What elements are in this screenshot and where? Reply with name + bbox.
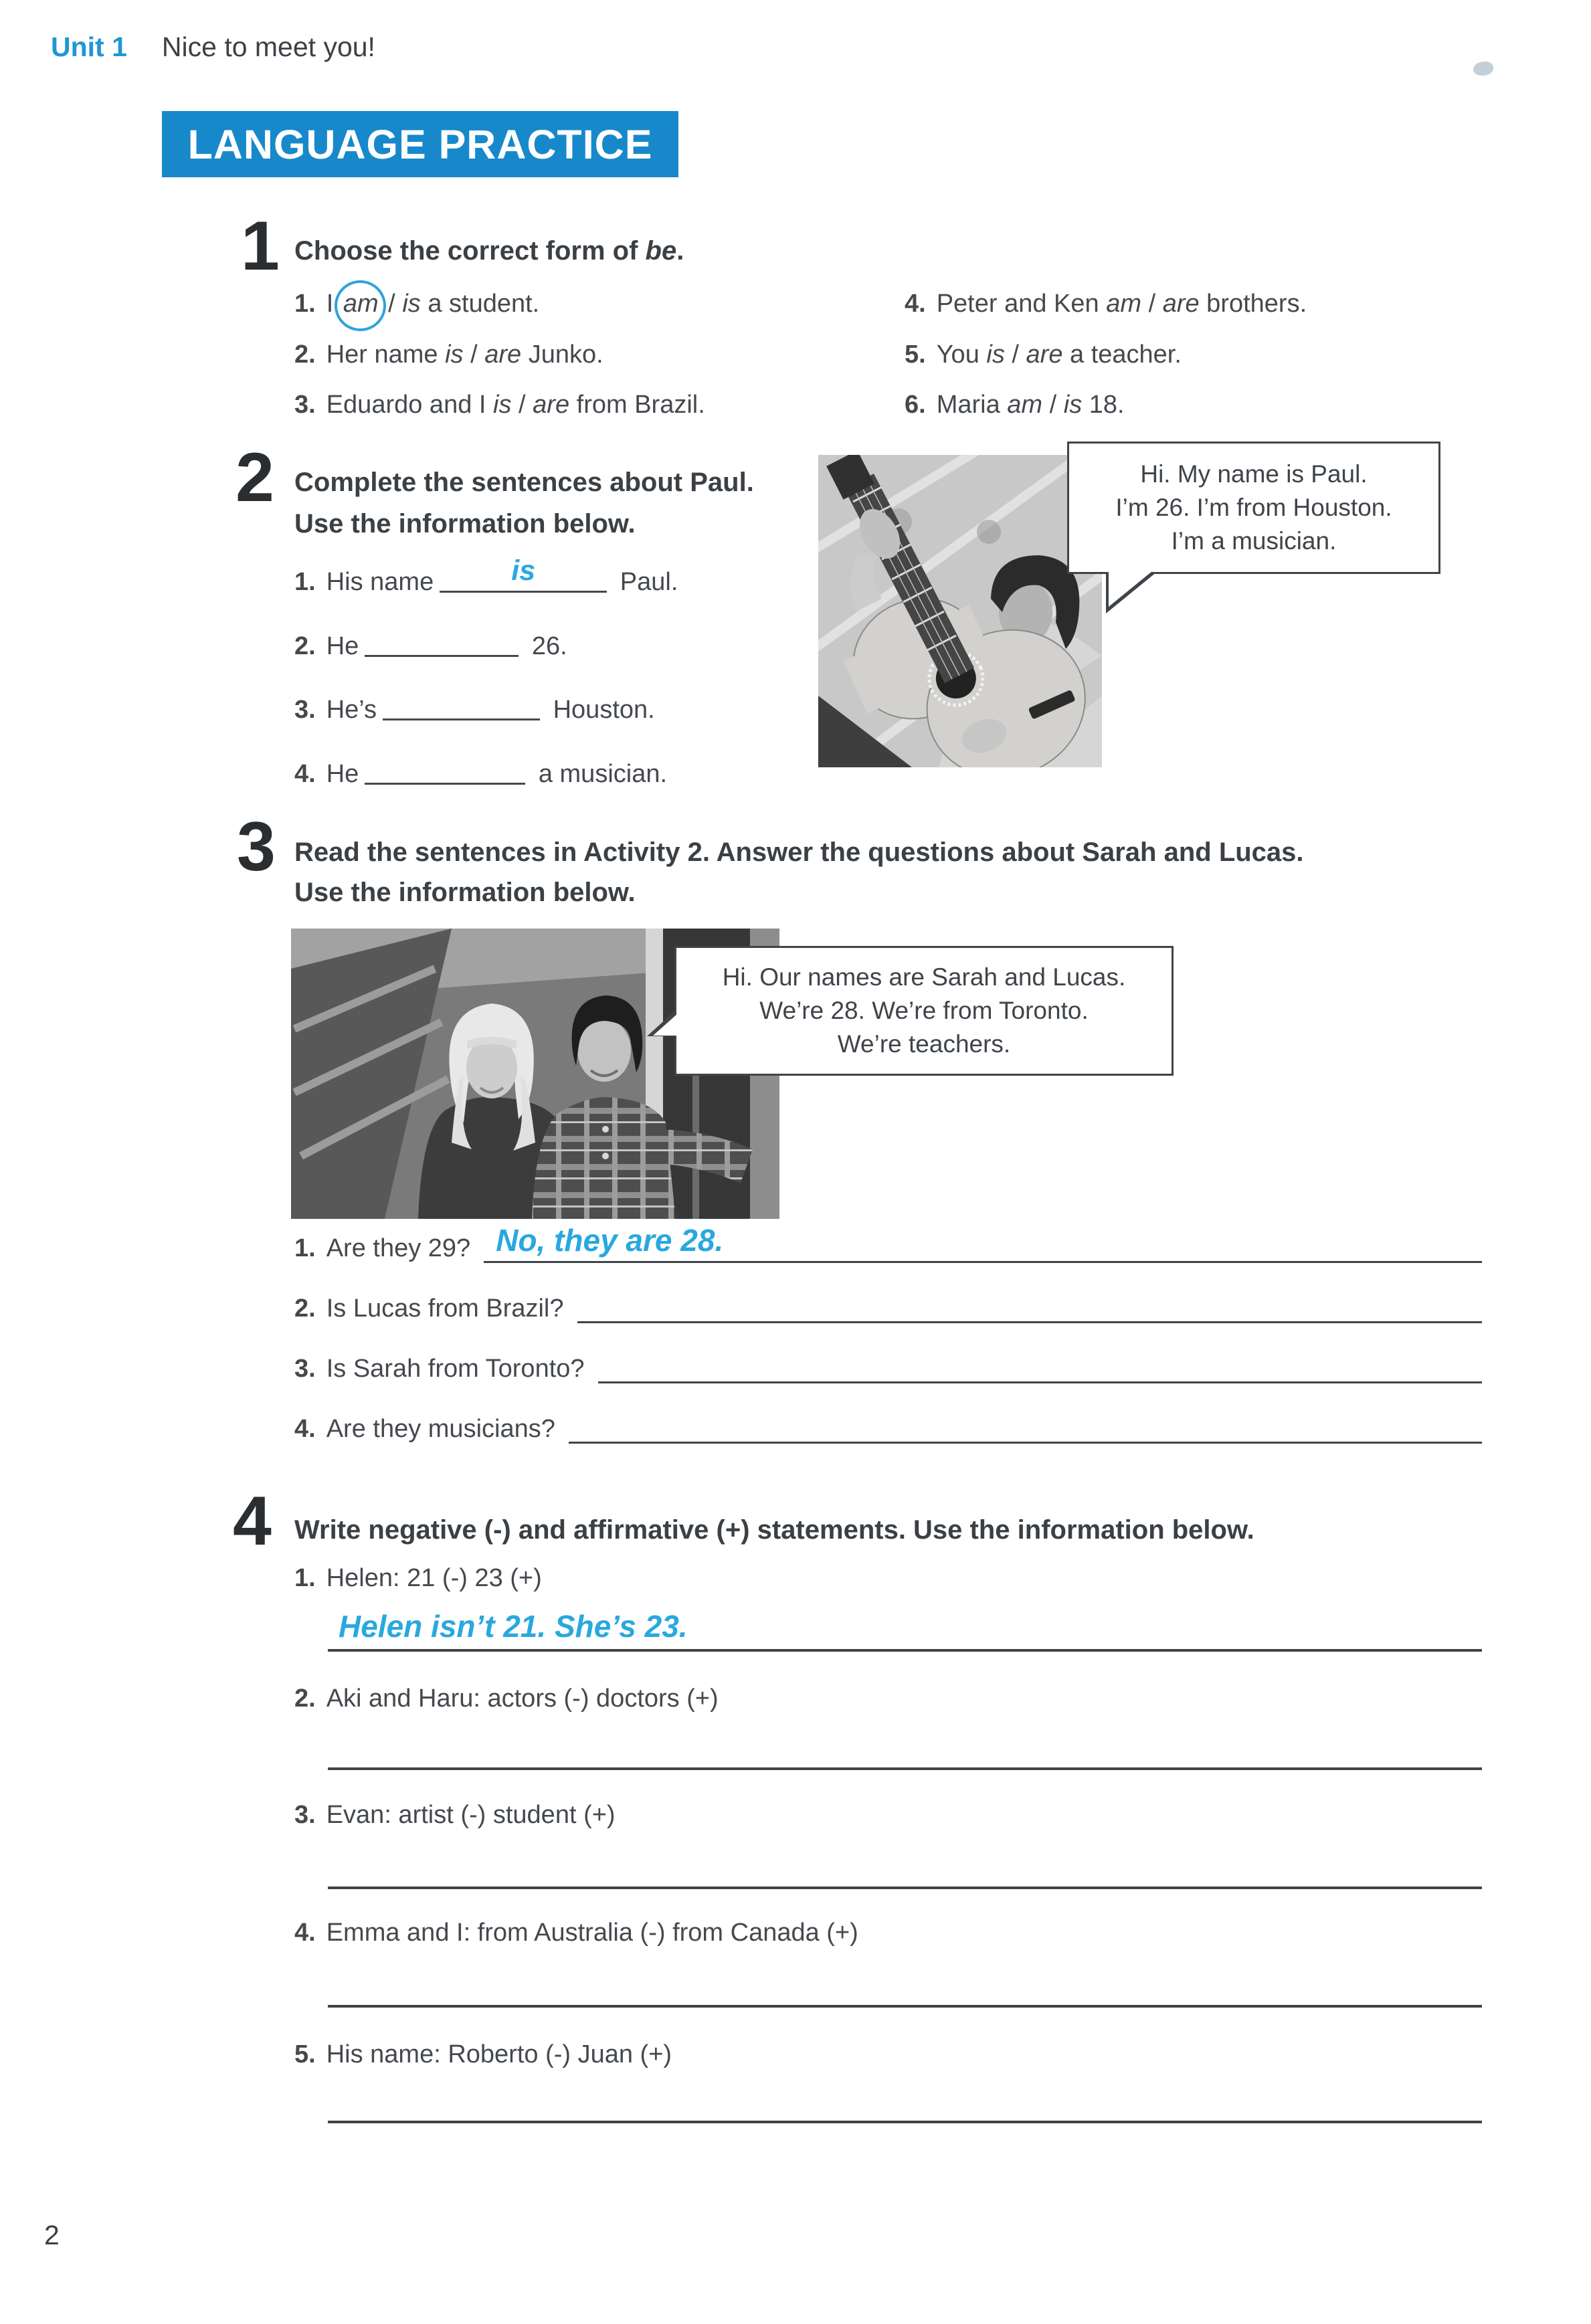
question-row (294, 1292, 1482, 1323)
prompt-row (294, 1564, 542, 1593)
item-number: 1. (294, 290, 316, 318)
answer-line (328, 1767, 1482, 1770)
item-text (326, 632, 567, 662)
answer-line (328, 2005, 1482, 2008)
prompt-row (294, 1919, 858, 1947)
answer-line (328, 2121, 1482, 2123)
item-text (326, 289, 540, 320)
answer-line (328, 1649, 1482, 1652)
fill-blank (440, 555, 607, 593)
item-number: 2. (294, 340, 316, 369)
item-number: 1. (294, 1564, 316, 1592)
prompt-row (294, 2040, 672, 2069)
exercise-item (294, 289, 705, 320)
text-segment: 26. (525, 632, 567, 660)
activity1-items-left (294, 289, 705, 421)
question-row (294, 1413, 1482, 1444)
exercise-item (905, 289, 1307, 320)
text-segment: is (986, 340, 1005, 369)
text-segment: He (326, 632, 359, 660)
activity1-number: 1 (241, 207, 280, 285)
item-number: 3. (294, 391, 316, 419)
item-number: 3. (294, 1355, 316, 1383)
text-segment: from Brazil. (569, 391, 705, 419)
item-number: 4. (294, 1919, 316, 1947)
activity4-number: 4 (233, 1482, 272, 1560)
item-number: 2. (294, 1294, 316, 1323)
item-text (326, 390, 705, 421)
activity2-heading-line1: Complete the sentences about Paul. (294, 468, 754, 497)
item-number: 3. (294, 696, 316, 724)
text-segment: is (445, 340, 464, 369)
text-segment: Paul. (613, 568, 678, 596)
fill-blank (365, 634, 519, 657)
text-segment: Junko. (521, 340, 603, 369)
activity2-number: 2 (236, 439, 274, 516)
text-segment: are (1026, 340, 1063, 369)
item-number: 3. (294, 1801, 316, 1829)
exercise-item (294, 759, 678, 790)
text-segment: Houston. (546, 696, 655, 724)
unit-title: Nice to meet you! (161, 31, 375, 62)
activity2-heading-line2: Use the information below. (294, 509, 636, 539)
text-segment: are (533, 391, 570, 419)
text-segment: 18. (1082, 391, 1125, 419)
text-segment: brothers. (1199, 290, 1307, 318)
text-segment: / (511, 391, 533, 419)
section-banner-label: LANGUAGE PRACTICE (187, 121, 653, 167)
text-segment: are (484, 340, 522, 369)
text-segment: are (1162, 290, 1200, 318)
item-text (326, 695, 655, 726)
item-number: 1. (294, 1234, 316, 1262)
item-number: 2. (294, 632, 316, 660)
activity3-heading-line1: Read the sentences in Activity 2. Answer the questions about Sarah and Lucas. (294, 838, 1304, 867)
text-segment: / (1004, 340, 1026, 369)
activity3-number: 3 (237, 808, 276, 886)
man-with-guitar-illustration (818, 455, 1102, 767)
fill-blank (383, 697, 540, 720)
activity1-items-right (905, 289, 1307, 421)
text-segment: / (381, 290, 403, 318)
couple-speech-bubble (674, 946, 1174, 1076)
question-text: Is Lucas from Brazil? (326, 1294, 564, 1323)
handwritten-answer: No, they are 28. (496, 1223, 724, 1258)
item-text (326, 759, 667, 790)
item-number: 5. (294, 2040, 316, 2068)
speech-line: Hi. Our names are Sarah and Lucas. (722, 963, 1126, 991)
man-with-guitar-photo (818, 455, 1102, 767)
item-number: 4. (294, 1415, 316, 1443)
text-segment: is (402, 290, 421, 318)
activity2-items (294, 555, 678, 789)
item-number: 6. (905, 391, 926, 419)
text-segment: be (645, 236, 677, 266)
text-segment: is (493, 391, 512, 419)
item-number: 1. (294, 568, 316, 596)
answer-line (569, 1411, 1482, 1444)
text-segment: Her name (326, 340, 446, 369)
speech-line: We’re teachers. (837, 1030, 1011, 1058)
text-segment: Choose the correct form of (294, 236, 646, 266)
activity4-heading: Write negative (-) and affirmative (+) statements. Use the information below. (294, 1515, 1254, 1545)
fill-blank (365, 761, 525, 785)
text-segment: is (1063, 391, 1083, 419)
speech-line: We’re 28. We’re from Toronto. (759, 996, 1089, 1024)
question-text: Is Sarah from Toronto? (326, 1355, 585, 1383)
text-segment: a teacher. (1062, 340, 1182, 369)
page-header (51, 33, 375, 61)
exercise-item (294, 390, 705, 421)
speech-line: Hi. My name is Paul. (1140, 460, 1368, 488)
item-number: 4. (294, 759, 316, 788)
prompt-text: Helen: 21 (-) 23 (+) (326, 1564, 542, 1592)
exercise-item (294, 340, 705, 371)
section-banner (162, 111, 678, 177)
prompt-text: Aki and Haru: actors (-) doctors (+) (326, 1684, 719, 1713)
activity1-heading (294, 230, 684, 272)
handwritten-answer: is (511, 555, 536, 587)
text-segment: am (1007, 391, 1043, 419)
handwritten-answer: Helen isn’t 21. She’s 23. (339, 1609, 688, 1644)
text-segment: He (326, 759, 359, 788)
text-segment: a musician. (531, 759, 668, 788)
answer-line (598, 1351, 1482, 1383)
question-row (294, 1223, 1482, 1263)
activity3-questions (294, 1223, 1482, 1444)
item-text (937, 340, 1182, 371)
page-number: 2 (44, 2220, 60, 2250)
speech-line: I’m 26. I’m from Houston. (1115, 493, 1392, 521)
item-number: 5. (905, 340, 926, 369)
item-number: 4. (905, 290, 926, 318)
item-text (326, 555, 678, 598)
text-segment: You (936, 340, 987, 369)
text-segment: He’s (326, 696, 377, 724)
text-segment: Eduardo and I (326, 391, 494, 419)
prompt-row (294, 1801, 616, 1830)
text-segment: am (343, 290, 379, 318)
unit-label: Unit 1 (51, 31, 127, 62)
question-text: Are they musicians? (326, 1415, 555, 1443)
text-segment: / (1042, 391, 1064, 419)
text-segment: Maria (936, 391, 1008, 419)
exercise-item (294, 555, 678, 598)
item-text (326, 340, 603, 371)
question-text: Are they 29? (326, 1234, 471, 1262)
speech-bubble-tail (653, 1014, 677, 1036)
exercise-item (294, 632, 678, 662)
text-segment: His name (326, 568, 434, 596)
text-segment: / (1141, 290, 1163, 318)
prompt-row (294, 1684, 719, 1713)
exercise-item (905, 390, 1307, 421)
text-segment: I (326, 290, 341, 318)
answer-line (328, 1886, 1482, 1889)
text-segment: / (463, 340, 485, 369)
activity3-heading-line2: Use the information below. (294, 878, 636, 907)
answer-line (484, 1223, 1482, 1263)
prompt-text: His name: Roberto (-) Juan (+) (326, 2040, 672, 2068)
text-segment: a student. (420, 290, 540, 318)
speech-bubble-tail (1109, 571, 1152, 607)
text-segment: am (1106, 290, 1142, 318)
prompt-text: Emma and I: from Australia (-) from Canada (+) (326, 1919, 858, 1947)
scan-artifact (1473, 62, 1493, 76)
prompt-text: Evan: artist (-) student (+) (326, 1801, 616, 1829)
item-number: 2. (294, 1684, 316, 1713)
text-segment: . (676, 236, 684, 266)
exercise-item (905, 340, 1307, 371)
speech-line: I’m a musician. (1171, 527, 1337, 555)
exercise-item (294, 695, 678, 726)
answer-line (577, 1290, 1483, 1323)
item-text (937, 390, 1125, 421)
activity3-heading (294, 832, 1432, 912)
paul-speech-bubble (1067, 442, 1440, 574)
item-text (937, 289, 1307, 320)
text-segment: Peter and Ken (936, 290, 1107, 318)
question-row (294, 1353, 1482, 1383)
